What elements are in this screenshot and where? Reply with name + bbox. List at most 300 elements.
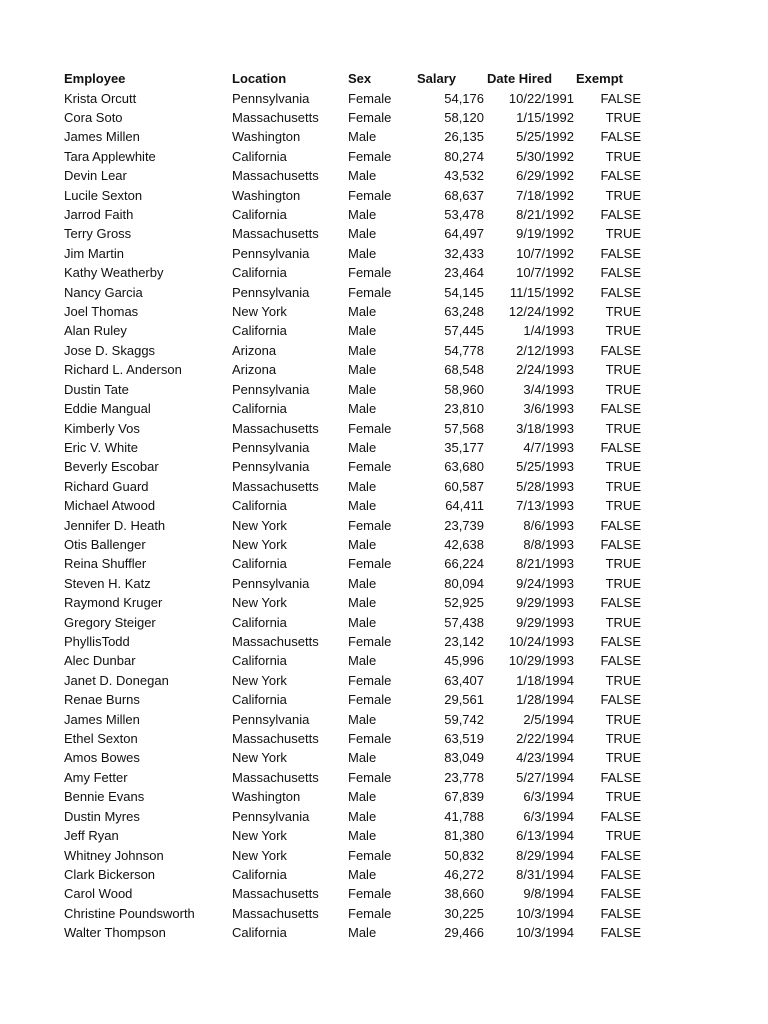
- cell-exempt: FALSE: [600, 517, 641, 533]
- cell-salary: 43,532: [444, 168, 484, 184]
- cell-employee: Alan Ruley: [64, 323, 127, 339]
- cell-sex: Male: [348, 653, 377, 669]
- cell-location: Massachusetts: [232, 905, 319, 921]
- cell-location: California: [232, 692, 287, 708]
- cell-exempt: TRUE: [605, 498, 641, 514]
- cell-employee: Reina Shuffler: [64, 556, 147, 572]
- cell-salary: 63,407: [444, 672, 484, 688]
- cell-date-hired: 8/6/1993: [523, 517, 574, 533]
- cell-date-hired: 10/24/1993: [508, 634, 574, 649]
- table-row: [0, 360, 768, 379]
- cell-sex: Female: [348, 556, 392, 572]
- cell-location: Massachusetts: [232, 168, 319, 184]
- cell-salary: 26,135: [444, 129, 484, 145]
- cell-salary: 38,660: [444, 886, 484, 902]
- cell-salary: 46,272: [444, 866, 484, 882]
- cell-exempt: FALSE: [600, 808, 641, 824]
- table-row: [0, 438, 768, 457]
- cell-salary: 64,497: [444, 226, 484, 242]
- cell-salary: 32,433: [444, 245, 484, 261]
- cell-location: Pennsylvania: [232, 381, 310, 397]
- cell-exempt: TRUE: [605, 187, 641, 203]
- cell-employee: Devin Lear: [64, 168, 127, 184]
- cell-date-hired: 9/19/1992: [516, 226, 574, 242]
- cell-sex: Male: [348, 536, 377, 552]
- cell-sex: Female: [348, 109, 392, 125]
- cell-salary: 35,177: [444, 439, 484, 455]
- cell-exempt: TRUE: [605, 614, 641, 630]
- cell-employee: Richard Guard: [64, 478, 149, 494]
- cell-employee: Janet D. Donegan: [64, 672, 169, 688]
- cell-salary: 64,411: [445, 498, 484, 514]
- table-row: [0, 321, 768, 340]
- cell-exempt: TRUE: [605, 109, 641, 125]
- cell-location: Massachusetts: [232, 420, 319, 436]
- cell-exempt: TRUE: [605, 711, 641, 727]
- table-row: [0, 690, 768, 709]
- cell-exempt: FALSE: [600, 866, 641, 882]
- cell-salary: 30,225: [444, 905, 484, 921]
- cell-date-hired: 4/23/1994: [516, 750, 574, 766]
- cell-sex: Male: [348, 711, 377, 727]
- cell-location: California: [232, 925, 287, 941]
- cell-employee: Dustin Tate: [64, 381, 129, 397]
- cell-employee: Jose D. Skaggs: [64, 342, 156, 358]
- cell-employee: Jim Martin: [64, 245, 124, 261]
- cell-date-hired: 2/12/1993: [516, 342, 574, 358]
- cell-exempt: TRUE: [605, 672, 641, 688]
- cell-date-hired: 5/27/1994: [516, 769, 574, 785]
- cell-location: California: [232, 556, 287, 572]
- cell-sex: Female: [348, 692, 392, 708]
- cell-employee: Bennie Evans: [64, 789, 145, 805]
- cell-sex: Female: [348, 886, 392, 902]
- cell-date-hired: 10/3/1994: [516, 925, 574, 941]
- table-row: [0, 787, 768, 806]
- cell-date-hired: 9/8/1994: [523, 886, 574, 902]
- cell-exempt: FALSE: [600, 925, 641, 941]
- table-row: [0, 807, 768, 826]
- table-row: [0, 166, 768, 185]
- cell-location: California: [232, 401, 287, 417]
- cell-exempt: FALSE: [600, 847, 641, 863]
- cell-sex: Male: [348, 381, 377, 397]
- cell-date-hired: 2/24/1993: [516, 362, 574, 378]
- cell-sex: Male: [348, 323, 377, 339]
- cell-location: New York: [232, 517, 287, 533]
- cell-salary: 23,464: [444, 265, 484, 281]
- table-row: [0, 768, 768, 787]
- cell-salary: 80,274: [444, 148, 484, 164]
- cell-sex: Male: [348, 614, 377, 630]
- cell-date-hired: 6/3/1994: [523, 789, 574, 805]
- cell-date-hired: 5/30/1992: [516, 148, 574, 164]
- table-row: [0, 380, 768, 399]
- cell-salary: 67,839: [444, 789, 484, 805]
- cell-date-hired: 8/31/1994: [516, 866, 574, 882]
- cell-employee: Dustin Myres: [64, 808, 140, 824]
- cell-salary: 57,568: [444, 420, 484, 436]
- cell-date-hired: 7/13/1993: [516, 498, 574, 514]
- cell-exempt: FALSE: [600, 769, 641, 785]
- table-header-row: [0, 69, 768, 88]
- cell-employee: Joel Thomas: [64, 304, 139, 319]
- cell-exempt: FALSE: [600, 886, 641, 902]
- table-row: [0, 186, 768, 205]
- cell-salary: 50,832: [444, 847, 484, 863]
- table-row: [0, 399, 768, 418]
- cell-location: Washington: [232, 187, 301, 203]
- cell-exempt: TRUE: [605, 323, 641, 339]
- table-row: [0, 865, 768, 884]
- cell-location: California: [232, 614, 287, 630]
- cell-exempt: FALSE: [600, 634, 641, 649]
- cell-employee: Jennifer D. Heath: [64, 517, 166, 533]
- table-row: [0, 457, 768, 476]
- cell-date-hired: 3/18/1993: [516, 420, 574, 436]
- cell-date-hired: 5/25/1993: [516, 459, 574, 475]
- cell-exempt: FALSE: [600, 536, 641, 552]
- table-row: [0, 302, 768, 321]
- cell-date-hired: 12/24/1992: [508, 304, 574, 319]
- cell-location: California: [232, 207, 287, 222]
- cell-date-hired: 10/22/1991: [508, 90, 574, 106]
- table-row: [0, 89, 768, 108]
- cell-exempt: FALSE: [600, 595, 641, 611]
- column-header-date-hired: Date Hired: [487, 71, 553, 86]
- cell-salary: 54,778: [444, 342, 484, 358]
- cell-salary: 63,680: [444, 459, 484, 475]
- cell-employee: Kimberly Vos: [64, 420, 140, 436]
- cell-exempt: FALSE: [600, 90, 641, 106]
- cell-sex: Male: [348, 808, 377, 824]
- cell-employee: James Millen: [64, 711, 140, 727]
- cell-employee: Carol Wood: [64, 886, 133, 902]
- cell-salary: 23,142: [444, 634, 484, 649]
- cell-sex: Female: [348, 265, 392, 281]
- cell-exempt: TRUE: [605, 148, 641, 164]
- cell-location: Massachusetts: [232, 226, 319, 242]
- cell-sex: Female: [348, 731, 392, 746]
- cell-exempt: TRUE: [605, 362, 641, 378]
- table-row: [0, 496, 768, 515]
- cell-date-hired: 3/4/1993: [523, 381, 574, 397]
- cell-date-hired: 6/3/1994: [523, 808, 574, 824]
- cell-salary: 58,960: [444, 381, 484, 397]
- cell-sex: Female: [348, 459, 392, 475]
- cell-location: New York: [232, 750, 287, 766]
- cell-location: Washington: [232, 789, 301, 805]
- cell-salary: 53,478: [444, 207, 484, 222]
- cell-salary: 29,466: [444, 925, 484, 941]
- table-row: [0, 671, 768, 690]
- cell-location: California: [232, 498, 287, 514]
- cell-date-hired: 6/29/1992: [516, 168, 574, 184]
- table-row: [0, 651, 768, 670]
- cell-exempt: TRUE: [605, 575, 641, 591]
- cell-sex: Female: [348, 90, 392, 106]
- table-row: [0, 283, 768, 302]
- table-row: [0, 613, 768, 632]
- cell-date-hired: 11/15/1992: [509, 284, 574, 300]
- cell-sex: Male: [348, 789, 377, 805]
- cell-exempt: FALSE: [600, 245, 641, 261]
- cell-location: Pennsylvania: [232, 808, 310, 824]
- cell-salary: 66,224: [444, 556, 484, 572]
- cell-location: Pennsylvania: [232, 245, 310, 261]
- table-row: [0, 884, 768, 903]
- cell-location: Massachusetts: [232, 731, 319, 746]
- cell-employee: Kathy Weatherby: [64, 265, 164, 281]
- cell-employee: Alec Dunbar: [64, 653, 136, 669]
- cell-exempt: FALSE: [600, 284, 641, 300]
- cell-location: New York: [232, 672, 287, 688]
- cell-location: Pennsylvania: [232, 711, 310, 727]
- cell-employee: Terry Gross: [64, 226, 132, 242]
- cell-location: California: [232, 323, 287, 339]
- table-row: [0, 419, 768, 438]
- cell-employee: Jarrod Faith: [64, 207, 134, 222]
- cell-exempt: FALSE: [600, 439, 641, 455]
- cell-date-hired: 8/8/1993: [523, 536, 574, 552]
- cell-sex: Female: [348, 284, 392, 300]
- cell-employee: PhyllisTodd: [64, 634, 130, 649]
- cell-exempt: TRUE: [605, 226, 641, 242]
- cell-location: California: [232, 866, 287, 882]
- column-header-exempt: Exempt: [576, 71, 623, 86]
- cell-date-hired: 4/7/1993: [523, 439, 574, 455]
- cell-exempt: TRUE: [605, 750, 641, 766]
- cell-salary: 29,561: [444, 692, 484, 708]
- cell-employee: James Millen: [64, 129, 140, 145]
- cell-employee: Nancy Garcia: [64, 284, 143, 300]
- cell-date-hired: 5/28/1993: [516, 478, 574, 494]
- cell-sex: Male: [348, 129, 377, 145]
- cell-sex: Male: [348, 245, 377, 261]
- cell-exempt: FALSE: [600, 129, 641, 145]
- cell-exempt: FALSE: [600, 653, 641, 669]
- cell-exempt: FALSE: [600, 401, 641, 417]
- cell-date-hired: 10/3/1994: [516, 905, 574, 921]
- cell-sex: Male: [348, 207, 377, 222]
- cell-location: Massachusetts: [232, 478, 319, 494]
- cell-date-hired: 8/29/1994: [516, 847, 574, 863]
- cell-exempt: TRUE: [605, 731, 641, 746]
- cell-sex: Male: [348, 478, 377, 494]
- cell-sex: Male: [348, 575, 377, 591]
- cell-salary: 23,810: [444, 401, 484, 417]
- cell-date-hired: 2/5/1994: [523, 711, 574, 727]
- cell-date-hired: 10/29/1993: [508, 653, 574, 669]
- cell-employee: Otis Ballenger: [64, 536, 146, 552]
- cell-location: New York: [232, 304, 287, 319]
- table-row: [0, 904, 768, 923]
- table-row: [0, 574, 768, 593]
- table-row: [0, 846, 768, 865]
- table-row: [0, 593, 768, 612]
- cell-employee: Richard L. Anderson: [64, 362, 182, 378]
- cell-salary: 52,925: [444, 595, 484, 611]
- cell-sex: Male: [348, 304, 377, 319]
- cell-exempt: TRUE: [605, 478, 641, 494]
- cell-date-hired: 1/18/1994: [516, 672, 574, 688]
- cell-sex: Male: [348, 362, 377, 378]
- cell-exempt: FALSE: [600, 207, 641, 222]
- cell-sex: Female: [348, 769, 392, 785]
- cell-salary: 57,445: [444, 323, 484, 339]
- cell-employee: Lucile Sexton: [64, 187, 143, 203]
- table-row: [0, 554, 768, 573]
- cell-sex: Male: [348, 595, 377, 611]
- cell-employee: Amos Bowes: [64, 750, 140, 766]
- cell-salary: 68,548: [444, 362, 484, 378]
- cell-exempt: FALSE: [600, 905, 641, 921]
- cell-location: New York: [232, 536, 287, 552]
- cell-employee: Whitney Johnson: [64, 847, 164, 863]
- cell-sex: Female: [348, 148, 392, 164]
- cell-date-hired: 10/7/1992: [516, 265, 574, 281]
- cell-salary: 60,587: [444, 478, 484, 494]
- cell-salary: 59,742: [444, 711, 484, 727]
- cell-location: Massachusetts: [232, 886, 319, 902]
- cell-location: California: [232, 653, 287, 669]
- cell-employee: Renae Burns: [64, 692, 140, 708]
- table-row: [0, 710, 768, 729]
- cell-date-hired: 8/21/1992: [516, 207, 574, 222]
- cell-salary: 63,248: [444, 304, 484, 319]
- cell-employee: Steven H. Katz: [64, 575, 151, 591]
- cell-location: Washington: [232, 129, 301, 145]
- cell-sex: Male: [348, 168, 377, 184]
- cell-date-hired: 9/29/1993: [516, 614, 574, 630]
- cell-exempt: TRUE: [605, 556, 641, 572]
- table-row: [0, 477, 768, 496]
- cell-location: California: [232, 265, 287, 281]
- cell-location: New York: [232, 828, 287, 844]
- cell-date-hired: 9/29/1993: [516, 595, 574, 611]
- cell-salary: 41,788: [444, 808, 484, 824]
- cell-employee: Raymond Kruger: [64, 595, 163, 611]
- cell-salary: 54,145: [444, 284, 484, 300]
- table-row: [0, 729, 768, 748]
- cell-exempt: TRUE: [605, 304, 641, 319]
- cell-sex: Male: [348, 925, 377, 941]
- cell-date-hired: 10/7/1992: [516, 245, 574, 261]
- cell-employee: Cora Soto: [64, 109, 123, 125]
- cell-employee: Walter Thompson: [64, 925, 166, 941]
- cell-location: Pennsylvania: [232, 459, 310, 475]
- table-row: [0, 923, 768, 942]
- cell-employee: Clark Bickerson: [64, 866, 156, 882]
- cell-location: Massachusetts: [232, 769, 319, 785]
- cell-salary: 83,049: [444, 750, 484, 766]
- cell-salary: 80,094: [444, 575, 484, 591]
- column-header-sex: Sex: [348, 71, 372, 86]
- cell-exempt: TRUE: [605, 381, 641, 397]
- cell-sex: Female: [348, 905, 392, 921]
- table-row: [0, 127, 768, 146]
- cell-date-hired: 1/4/1993: [523, 323, 574, 339]
- table-row: [0, 244, 768, 263]
- table-row: [0, 263, 768, 282]
- cell-employee: Gregory Steiger: [64, 614, 156, 630]
- cell-salary: 23,739: [444, 517, 484, 533]
- cell-date-hired: 5/25/1992: [516, 129, 574, 145]
- cell-date-hired: 2/22/1994: [516, 731, 574, 746]
- cell-date-hired: 3/6/1993: [523, 401, 574, 417]
- cell-location: Pennsylvania: [232, 90, 310, 106]
- cell-sex: Male: [348, 866, 377, 882]
- cell-date-hired: 8/21/1993: [516, 556, 574, 572]
- cell-sex: Male: [348, 401, 377, 417]
- cell-sex: Male: [348, 498, 377, 514]
- cell-employee: Jeff Ryan: [64, 828, 119, 844]
- cell-sex: Female: [348, 847, 392, 863]
- cell-employee: Beverly Escobar: [64, 459, 159, 475]
- cell-employee: Michael Atwood: [64, 498, 156, 514]
- table-row: [0, 147, 768, 166]
- cell-sex: Male: [348, 226, 377, 242]
- cell-date-hired: 7/18/1992: [516, 187, 574, 203]
- table-row: [0, 205, 768, 224]
- table-row: [0, 748, 768, 767]
- cell-salary: 68,637: [444, 187, 484, 203]
- cell-employee: Eddie Mangual: [64, 401, 151, 417]
- cell-exempt: FALSE: [600, 168, 641, 184]
- column-header-salary: Salary: [417, 71, 457, 86]
- cell-location: Pennsylvania: [232, 439, 310, 455]
- cell-date-hired: 9/24/1993: [516, 575, 574, 591]
- cell-exempt: TRUE: [605, 789, 641, 805]
- cell-salary: 23,778: [444, 769, 484, 785]
- cell-sex: Female: [348, 517, 392, 533]
- cell-exempt: FALSE: [600, 342, 641, 358]
- table-row: [0, 826, 768, 845]
- table-row: [0, 108, 768, 127]
- cell-salary: 54,176: [444, 90, 484, 106]
- cell-salary: 42,638: [444, 536, 484, 552]
- cell-location: Arizona: [232, 362, 277, 378]
- cell-salary: 45,996: [444, 653, 484, 669]
- cell-date-hired: 6/13/1994: [516, 828, 574, 844]
- cell-salary: 63,519: [444, 731, 484, 746]
- table-row: [0, 341, 768, 360]
- table-row: [0, 535, 768, 554]
- cell-date-hired: 1/28/1994: [516, 692, 574, 708]
- cell-exempt: TRUE: [605, 459, 641, 475]
- cell-sex: Male: [348, 439, 377, 455]
- table-row: [0, 516, 768, 535]
- cell-sex: Male: [348, 750, 377, 766]
- cell-employee: Amy Fetter: [64, 769, 128, 785]
- cell-location: New York: [232, 595, 287, 611]
- cell-location: Pennsylvania: [232, 284, 310, 300]
- cell-exempt: FALSE: [600, 265, 641, 281]
- cell-employee: Eric V. White: [64, 439, 138, 455]
- cell-sex: Female: [348, 634, 392, 649]
- cell-salary: 58,120: [444, 109, 484, 125]
- cell-location: Massachusetts: [232, 109, 319, 125]
- column-header-location: Location: [232, 71, 287, 86]
- cell-location: Massachusetts: [232, 634, 319, 649]
- cell-employee: Christine Poundsworth: [64, 905, 195, 921]
- cell-exempt: TRUE: [605, 420, 641, 436]
- cell-salary: 57,438: [444, 614, 484, 630]
- cell-sex: Male: [348, 828, 377, 844]
- table-row: [0, 632, 768, 651]
- cell-location: California: [232, 148, 287, 164]
- cell-date-hired: 1/15/1992: [516, 109, 574, 125]
